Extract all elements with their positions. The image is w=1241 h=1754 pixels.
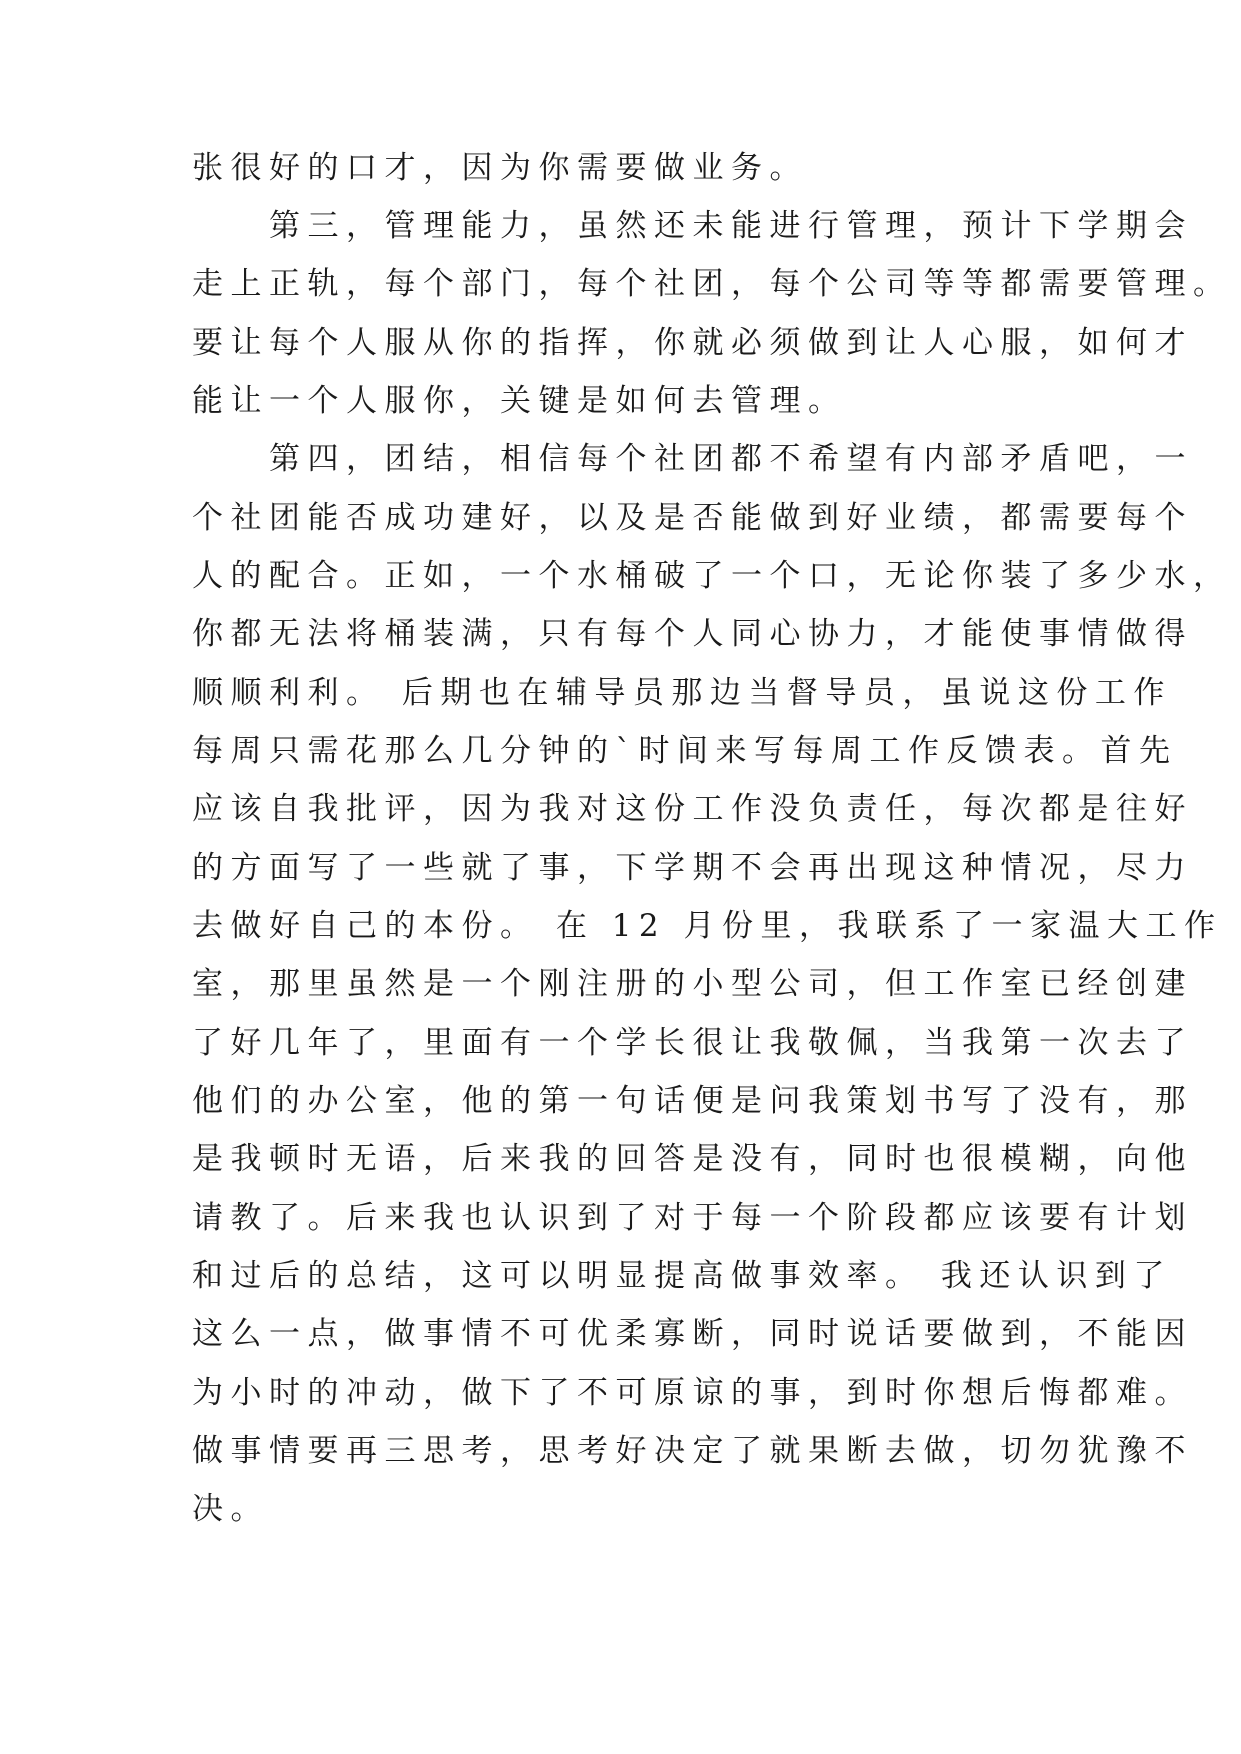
text-line: 去做好自己的本份。 在 12 月份里，我联系了一家温大工作 <box>192 908 1223 944</box>
text-line: 第四，团结，相信每个社团都不希望有内部矛盾吧，一 <box>192 441 1193 477</box>
text-line: 他们的办公室，他的第一句话便是问我策划书写了没有，那 <box>192 1083 1193 1119</box>
text-line: 应该自我批评，因为我对这份工作没负责任，每次都是往好 <box>192 791 1193 827</box>
text-line: 决。 <box>192 1491 269 1527</box>
text-line: 第三，管理能力，虽然还未能进行管理，预计下学期会 <box>192 208 1193 244</box>
text-line: 能让一个人服你，关键是如何去管理。 <box>192 383 847 419</box>
text-line: 做事情要再三思考，思考好决定了就果断去做，切勿犹豫不 <box>192 1433 1193 1469</box>
text-line: 个社团能否成功建好，以及是否能做到好业绩，都需要每个 <box>192 500 1193 536</box>
text-line: 每周只需花那么几分钟的`时间来写每周工作反馈表。首先 <box>192 733 1178 769</box>
text-line: 的方面写了一些就了事，下学期不会再出现这种情况，尽力 <box>192 850 1193 886</box>
text-line: 这么一点，做事情不可优柔寡断，同时说话要做到，不能因 <box>192 1316 1193 1352</box>
text-line: 室，那里虽然是一个刚注册的小型公司，但工作室已经创建 <box>192 966 1193 1002</box>
text-line: 走上正轨，每个部门，每个社团，每个公司等等都需要管理。 <box>192 266 1232 302</box>
text-line: 了好几年了，里面有一个学长很让我敬佩，当我第一次去了 <box>192 1025 1193 1061</box>
text-line: 你都无法将桶装满，只有每个人同心协力，才能使事情做得 <box>192 616 1193 652</box>
text-line: 张很好的口才，因为你需要做业务。 <box>192 150 808 186</box>
text-line: 和过后的总结，这可以明显提高做事效率。 我还认识到了 <box>192 1258 1172 1294</box>
text-line: 顺顺利利。 后期也在辅导员那边当督导员，虽说这份工作 <box>192 675 1172 711</box>
text-line: 是我顿时无语，后来我的回答是没有，同时也很模糊，向他 <box>192 1141 1193 1177</box>
text-line: 人的配合。正如，一个水桶破了一个口，无论你装了多少水， <box>192 558 1232 594</box>
text-line: 为小时的冲动，做下了不可原谅的事，到时你想后悔都难。 <box>192 1375 1193 1411</box>
text-line: 请教了。后来我也认识到了对于每一个阶段都应该要有计划 <box>192 1200 1193 1236</box>
text-line: 要让每个人服从你的指挥，你就必须做到让人心服，如何才 <box>192 325 1193 361</box>
